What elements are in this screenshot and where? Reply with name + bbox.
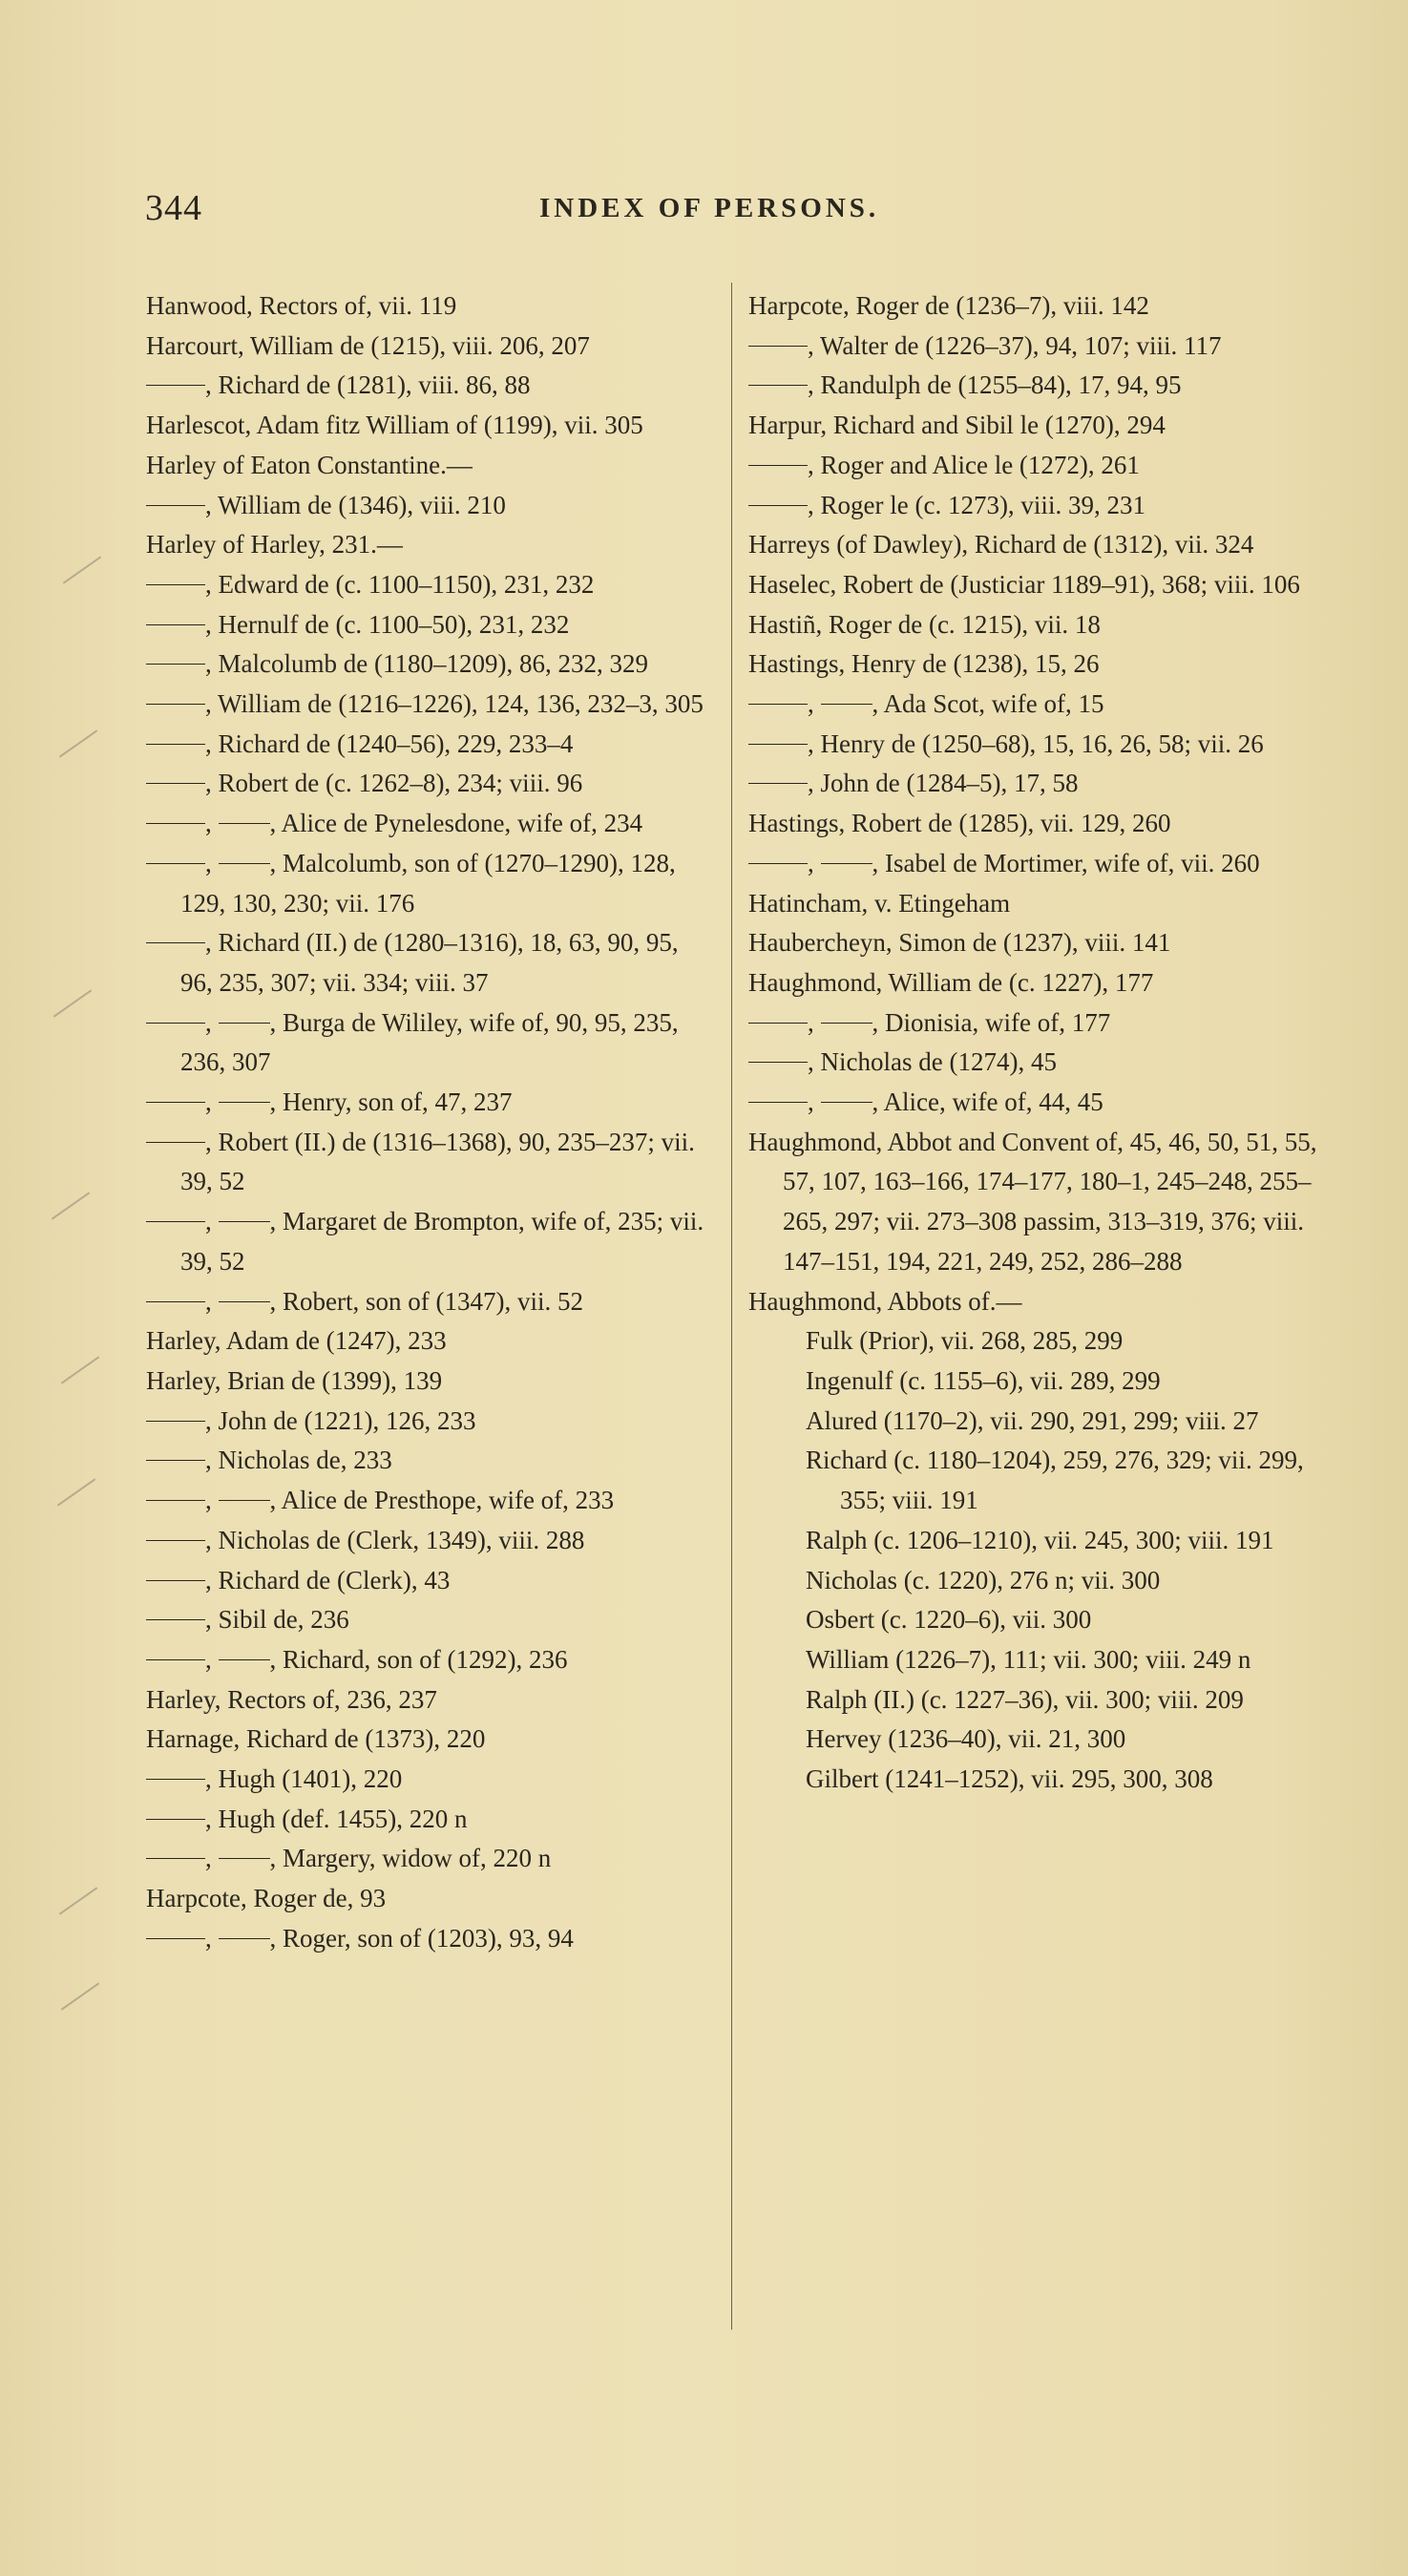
entry-text: , Nicholas de (1274), 45	[808, 1047, 1057, 1077]
right-column	[748, 286, 1321, 1800]
entry-text: Haughmond, William de (c. 1227), 177	[748, 967, 1154, 997]
index-entry	[146, 525, 709, 565]
index-entry	[146, 366, 709, 406]
index-entry	[146, 1800, 709, 1840]
entry-text: , Richard de (Clerk), 43	[205, 1565, 451, 1594]
entry-text: , Alice de Pynelesdone, wife of, 234	[269, 809, 643, 838]
index-entry	[146, 685, 709, 725]
entry-text: , Nicholas de (Clerk, 1349), viii. 288	[205, 1525, 585, 1554]
ditto-dash	[219, 1659, 270, 1660]
entry-text: , Roger le (c. 1273), viii. 39, 231	[808, 490, 1145, 519]
entry-text: Harpcote, Roger de (1236–7), viii. 142	[748, 291, 1149, 320]
entry-text: Harley, Rectors of, 236, 237	[146, 1684, 437, 1714]
entry-text: Alured (1170–2), vii. 290, 291, 299; viii. 27	[806, 1405, 1259, 1435]
ditto-dash	[146, 1659, 205, 1660]
entry-text: Hastings, Robert de (1285), vii. 129, 260	[748, 809, 1171, 838]
pencil-mark	[61, 1982, 99, 2010]
entry-text: , Roger, son of (1203), 93, 94	[269, 1923, 574, 1953]
ditto-dash	[146, 385, 205, 386]
index-entry	[748, 1521, 1321, 1561]
entry-text: , Burga de Wililey, wife of, 90, 95, 235, 236, 307	[180, 1007, 679, 1077]
ditto-dash	[146, 1221, 205, 1222]
index-entry	[748, 565, 1321, 605]
entry-text: , Nicholas de, 233	[205, 1446, 392, 1475]
ditto-dash	[748, 1102, 808, 1103]
entry-text: , Randulph de (1255–84), 17, 94, 95	[808, 370, 1182, 400]
entry-text: , Robert, son of (1347), vii. 52	[269, 1286, 583, 1316]
index-entry	[748, 644, 1321, 685]
entry-text: , Malcolumb de (1180–1209), 86, 232, 329	[205, 649, 648, 679]
ditto-dash	[146, 664, 205, 665]
index-entry	[748, 1600, 1321, 1640]
ditto-dash	[146, 1421, 205, 1422]
index-entry	[748, 1561, 1321, 1601]
entry-text: Harpcote, Roger de, 93	[146, 1884, 387, 1913]
ditto-dash	[146, 942, 205, 943]
pencil-mark	[63, 556, 101, 583]
ditto-dash	[146, 1938, 205, 1939]
ditto-dash	[146, 1460, 205, 1461]
ditto-dash	[146, 1779, 205, 1780]
ditto-dash	[748, 346, 808, 347]
ditto-dash	[219, 1023, 270, 1024]
index-entry	[146, 406, 709, 446]
index-entry	[748, 884, 1321, 924]
entry-text: , Alice de Presthope, wife of, 233	[269, 1486, 615, 1515]
ditto-dash	[146, 1023, 205, 1024]
index-entry: , , Isabel de Mortimer, wife of, vii. 260	[748, 844, 1321, 884]
entry-text: Harley of Harley, 231.—	[146, 530, 403, 560]
index-entry	[146, 1402, 709, 1442]
entry-text: , William de (1216–1226), 124, 136, 232–3, 305	[205, 689, 704, 719]
index-entry	[146, 1123, 709, 1202]
page-header	[0, 187, 1408, 235]
entry-text: Ralph (II.) (c. 1227–36), vii. 300; viii. 209	[806, 1684, 1244, 1714]
ditto-dash	[219, 1938, 270, 1939]
ditto-dash	[821, 704, 872, 705]
ditto-dash	[748, 744, 808, 745]
entry-text: , John de (1221), 126, 233	[205, 1405, 476, 1435]
index-entry	[146, 923, 709, 1003]
entry-text: Hastiñ, Roger de (c. 1215), vii. 18	[748, 609, 1101, 639]
entry-text: , Sibil de, 236	[205, 1605, 349, 1635]
index-entry	[748, 327, 1321, 367]
index-entry	[748, 1282, 1321, 1322]
entry-text: , Ada Scot, wife of, 15	[872, 689, 1104, 719]
ditto-dash	[219, 863, 270, 864]
index-entry	[146, 446, 709, 486]
index-entry: , , Dionisia, wife of, 177	[748, 1003, 1321, 1044]
ditto-dash	[146, 1301, 205, 1302]
entry-text: , Margaret de Brompton, wife of, 235; vii. 39, 52	[180, 1207, 704, 1276]
index-entry	[748, 406, 1321, 446]
entry-text: , Isabel de Mortimer, wife of, vii. 260	[872, 848, 1260, 877]
entry-text: , Richard, son of (1292), 236	[269, 1644, 568, 1674]
ditto-dash	[146, 744, 205, 745]
entry-text: Harley of Eaton Constantine.—	[146, 450, 473, 479]
entry-text: Osbert (c. 1220–6), vii. 300	[806, 1605, 1092, 1635]
index-entry	[748, 804, 1321, 844]
entry-text: Harreys (of Dawley), Richard de (1312), vii. 324	[748, 530, 1254, 560]
index-entry	[748, 446, 1321, 486]
entry-text: Ralph (c. 1206–1210), vii. 245, 300; viii. 191	[806, 1525, 1274, 1554]
index-entry	[748, 1043, 1321, 1083]
ditto-dash	[146, 1819, 205, 1820]
index-entry: , , Margery, widow of, 220 n	[146, 1839, 709, 1879]
entry-text: Hanwood, Rectors of, vii. 119	[146, 291, 457, 320]
entry-text: Hervey (1236–40), vii. 21, 300	[806, 1724, 1126, 1754]
pencil-mark	[57, 1478, 95, 1506]
ditto-dash	[146, 704, 205, 705]
index-entry	[146, 1321, 709, 1362]
index-entry	[748, 1680, 1321, 1721]
pencil-mark	[53, 989, 92, 1017]
entry-text: , Richard de (1240–56), 229, 233–4	[205, 728, 574, 758]
index-entry: , , Alice de Presthope, wife of, 233	[146, 1481, 709, 1521]
entry-text: , Robert (II.) de (1316–1368), 90, 235–237; vii. 39, 52	[180, 1127, 695, 1196]
ditto-dash	[821, 863, 872, 864]
index-entry	[146, 1879, 709, 1919]
ditto-dash	[146, 1102, 205, 1103]
index-entry	[748, 525, 1321, 565]
index-entry: , , Margaret de Brompton, wife of, 235; vii. 39, 52	[146, 1202, 709, 1281]
ditto-dash	[146, 584, 205, 585]
index-entry	[146, 1441, 709, 1481]
index-entry	[146, 486, 709, 526]
entry-text: , William de (1346), viii. 210	[205, 490, 506, 519]
entry-text: , Roger and Alice le (1272), 261	[808, 450, 1140, 479]
index-entry: , , Alice de Pynelesdone, wife of, 234	[146, 804, 709, 844]
entry-text: , Edward de (c. 1100–1150), 231, 232	[205, 569, 595, 599]
entry-text: Haughmond, Abbot and Convent of, 45, 46, 50, 51, 55, 57, 107, 163–166, 174–177, 180–1, 245–248, 255–265, 297; vii. 273–308 passim, 313–319, 376; viii. 147–151, 194, 221, 249, 252, 286–288	[748, 1127, 1317, 1276]
index-entry	[146, 286, 709, 327]
ditto-dash	[219, 1102, 270, 1103]
entry-text: , Richard (II.) de (1280–1316), 18, 63, 90, 95, 96, 235, 307; vii. 334; viii. 37	[180, 928, 679, 997]
entry-text: Harley, Adam de (1247), 233	[146, 1326, 447, 1356]
left-column	[146, 286, 709, 1959]
page-number: 344	[145, 188, 202, 228]
index-entry	[146, 327, 709, 367]
index-entry	[146, 1720, 709, 1760]
entry-text: Harnage, Richard de (1373), 220	[146, 1724, 486, 1754]
ditto-dash	[146, 783, 205, 784]
index-entry	[748, 1720, 1321, 1760]
index-entry	[748, 605, 1321, 645]
index-entry: , , Roger, son of (1203), 93, 94	[146, 1919, 709, 1959]
ditto-dash	[146, 624, 205, 625]
entry-text: , Walter de (1226–37), 94, 107; viii. 117	[808, 330, 1222, 360]
index-entry	[748, 1402, 1321, 1442]
ditto-dash	[821, 1023, 872, 1024]
index-entry	[748, 963, 1321, 1003]
ditto-dash	[219, 1301, 270, 1302]
index-entry	[146, 1760, 709, 1800]
index-entry: , , Burga de Wililey, wife of, 90, 95, 235, 236, 307	[146, 1003, 709, 1083]
entry-text: Harcourt, William de (1215), viii. 206, 207	[146, 330, 590, 360]
ditto-dash	[748, 1062, 808, 1063]
entry-text: , Robert de (c. 1262–8), 234; viii. 96	[205, 769, 583, 798]
index-entry	[748, 1760, 1321, 1800]
entry-text: , Hugh (1401), 220	[205, 1764, 403, 1794]
column-divider	[731, 283, 732, 2330]
entry-text: , Richard de (1281), viii. 86, 88	[205, 370, 531, 400]
entry-text: , Henry, son of, 47, 237	[269, 1087, 513, 1117]
index-entry: , , Alice, wife of, 44, 45	[748, 1083, 1321, 1123]
ditto-dash	[748, 385, 808, 386]
entry-text: Haubercheyn, Simon de (1237), viii. 141	[748, 928, 1171, 958]
entry-text: Gilbert (1241–1252), vii. 295, 300, 308	[806, 1764, 1213, 1794]
index-entry	[146, 644, 709, 685]
ditto-dash	[219, 1221, 270, 1222]
pencil-mark	[59, 729, 97, 757]
entry-text: Hastings, Henry de (1238), 15, 26	[748, 649, 1100, 679]
entry-text: Hatincham, v. Etingeham	[748, 888, 1011, 918]
index-entry	[146, 605, 709, 645]
ditto-dash	[748, 505, 808, 506]
entry-text: Haughmond, Abbots of.—	[748, 1286, 1022, 1316]
entry-text: , Hernulf de (c. 1100–50), 231, 232	[205, 609, 570, 639]
entry-text: , Margery, widow of, 220 n	[269, 1844, 552, 1873]
index-entry	[748, 1640, 1321, 1680]
index-entry	[146, 764, 709, 804]
index-entry	[748, 725, 1321, 765]
index-entry	[748, 1362, 1321, 1402]
pencil-mark	[52, 1192, 90, 1219]
ditto-dash	[146, 505, 205, 506]
pencil-mark	[59, 1887, 97, 1914]
index-entry	[748, 923, 1321, 963]
ditto-dash	[748, 783, 808, 784]
entry-text: , Malcolumb, son of (1270–1290), 128, 129, 130, 230; vii. 176	[180, 848, 676, 918]
ditto-dash	[821, 1102, 872, 1103]
entry-text: Haselec, Robert de (Justiciar 1189–91), 368; viii. 106	[748, 569, 1300, 599]
entry-text: , Henry de (1250–68), 15, 16, 26, 58; vii. 26	[808, 728, 1264, 758]
index-entry	[146, 1600, 709, 1640]
index-entry: , , Robert, son of (1347), vii. 52	[146, 1282, 709, 1322]
ditto-dash	[219, 1858, 270, 1859]
entry-text: Fulk (Prior), vii. 268, 285, 299	[806, 1326, 1124, 1356]
entry-text: Harlescot, Adam fitz William of (1199), vii. 305	[146, 411, 643, 440]
index-entry: , , Henry, son of, 47, 237	[146, 1083, 709, 1123]
entry-text: , Alice, wife of, 44, 45	[872, 1087, 1103, 1117]
index-entry	[146, 565, 709, 605]
ditto-dash	[748, 704, 808, 705]
ditto-dash	[146, 1858, 205, 1859]
ditto-dash	[748, 863, 808, 864]
entry-text: , Dionisia, wife of, 177	[872, 1007, 1111, 1037]
ditto-dash	[146, 863, 205, 864]
ditto-dash	[146, 1619, 205, 1620]
index-entry	[146, 1521, 709, 1561]
entry-text: Harley, Brian de (1399), 139	[146, 1365, 443, 1395]
ditto-dash	[146, 1540, 205, 1541]
index-entry	[748, 486, 1321, 526]
entry-text: , John de (1284–5), 17, 58	[808, 769, 1079, 798]
entry-text: Harpur, Richard and Sibil le (1270), 294	[748, 411, 1166, 440]
ditto-dash	[146, 1500, 205, 1501]
index-entry	[748, 286, 1321, 327]
index-entry	[748, 366, 1321, 406]
ditto-dash	[219, 1500, 270, 1501]
index-entry	[748, 1321, 1321, 1362]
index-entry	[748, 1441, 1321, 1520]
ditto-dash	[748, 465, 808, 466]
entry-text: Nicholas (c. 1220), 276 n; vii. 300	[806, 1565, 1161, 1594]
index-entry	[748, 1123, 1321, 1282]
ditto-dash	[146, 823, 205, 824]
index-entry	[146, 1680, 709, 1721]
index-entry	[748, 764, 1321, 804]
ditto-dash	[219, 823, 270, 824]
index-entry: , , Malcolumb, son of (1270–1290), 128, 129, 130, 230; vii. 176	[146, 844, 709, 923]
index-entry: , , Ada Scot, wife of, 15	[748, 685, 1321, 725]
entry-text: Ingenulf (c. 1155–6), vii. 289, 299	[806, 1365, 1161, 1395]
ditto-dash	[146, 1142, 205, 1143]
entry-text: , Hugh (def. 1455), 220 n	[205, 1804, 468, 1833]
entry-text: William (1226–7), 111; vii. 300; viii. 249 n	[806, 1644, 1251, 1674]
index-entry	[146, 1561, 709, 1601]
index-entry	[146, 725, 709, 765]
index-entry	[146, 1362, 709, 1402]
running-title: INDEX OF PERSONS.	[539, 193, 880, 223]
pencil-mark	[61, 1356, 99, 1383]
ditto-dash	[748, 1023, 808, 1024]
entry-text: Richard (c. 1180–1204), 259, 276, 329; vii. 299, 355; viii. 191	[806, 1446, 1304, 1515]
index-entry: , , Richard, son of (1292), 236	[146, 1640, 709, 1680]
ditto-dash	[146, 1580, 205, 1581]
